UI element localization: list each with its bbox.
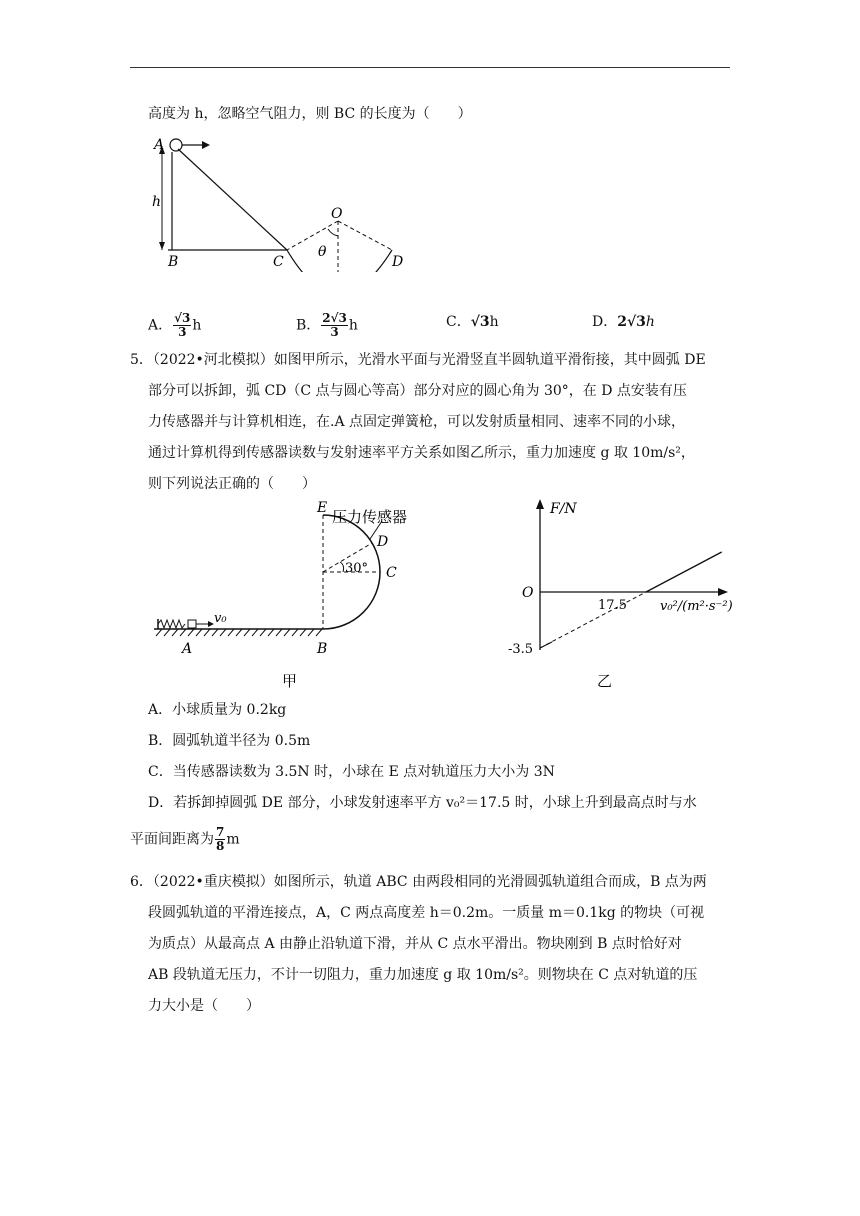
q4-option-b: B． $\frac{2√3}{3}$ h [296, 311, 358, 339]
y-tick-label: -3.5 [508, 642, 534, 657]
q4-option-d: D．2√3h [592, 314, 655, 330]
q4-option-c: C．√3h [446, 314, 499, 330]
q4-figure [140, 132, 440, 272]
y-axis-label: F/N [550, 501, 577, 517]
label-c: C [386, 565, 397, 581]
label-h: h [152, 194, 162, 210]
q6-line-5: 力大小是（ ） [148, 998, 260, 1014]
ball-icon [188, 620, 196, 628]
q4-text: 高度为 h，忽略空气阻力，则 BC 的长度为（ ） [148, 106, 472, 122]
q5-option-a: A．小球质量为 0.2kg [148, 702, 287, 718]
x-tick-label: 17.5 [598, 598, 627, 613]
q5-option-d-cont: 平面间距离为 $\frac{7}{8}$ m [130, 825, 240, 853]
q5-option-b: B．圆弧轨道半径为 0.5m [148, 733, 311, 749]
label-theta: θ [318, 244, 327, 260]
label-v0: v₀ [214, 611, 227, 626]
label-a: A [154, 137, 165, 153]
q6-line-2: 段圆弧轨道的平滑连接点，A，C 两点高度差 h＝0.2m。一质量 m＝0.1kg 的物块（可视 [148, 905, 705, 921]
q5-line-3: 力传感器并与计算机相连，在.A 点固定弹簧枪，可以发射质量相同、速率不同的小球， [148, 414, 686, 430]
label-d: D [392, 254, 404, 270]
label-sensor: 压力传感器 [332, 508, 408, 526]
header-rule [130, 67, 730, 68]
q5-option-d: D．若拆卸掉圆弧 DE 部分，小球发射速率平方 v₀²＝17.5 时，小球上升到最高点时与水 [148, 795, 697, 811]
caption-yi: 乙 [597, 672, 613, 690]
origin-label: O [522, 585, 534, 601]
ball-icon [170, 139, 182, 151]
label-e: E [317, 500, 328, 516]
q5-option-c: C．当传感器读数为 3.5N 时，小球在 E 点对轨道压力大小为 3N [148, 764, 555, 780]
data-line-solid [646, 552, 722, 592]
q5-line-4: 通过计算机得到传感器读数与发射速率平方关系如图乙所示，重力加速度 g 取 10m/s²， [148, 445, 695, 461]
q5-line-2: 部分可以拆卸，弧 CD（C 点与圆心等高）部分对应的圆心角为 30°，在 D 点安装有压 [148, 383, 687, 399]
spring-icon [158, 620, 185, 628]
q6-line-3: 为质点）从最高点 A 由静止沿轨道下滑，并从 C 点水平滑出。物块刚到 B 点时恰好对 [148, 936, 682, 952]
x-axis-label: v₀²/(m²·s⁻²) [660, 599, 733, 614]
q4-option-a: A． $\frac{√3}{3}$ h [148, 311, 202, 339]
label-c: C [273, 254, 284, 270]
q5-figure-jia [150, 495, 440, 695]
q5-line-5: 则下列说法正确的（ ） [148, 476, 316, 492]
label-b: B [317, 641, 328, 657]
q6-line-4: AB 段轨道无压力，不计一切阻力，重力加速度 g 取 10m/s²。则物块在 C 点对轨道的压 [148, 967, 698, 983]
label-a: A [182, 641, 193, 657]
label-b: B [168, 254, 179, 270]
label-o: O [331, 206, 343, 222]
q6-line-1: 6．（2022•重庆模拟）如图所示，轨道 ABC 由两段相同的光滑圆弧轨道组合而成，B 点为两 [130, 874, 707, 890]
label-d: D [377, 534, 389, 550]
data-line-dashed [540, 592, 646, 648]
caption-jia: 甲 [282, 672, 298, 690]
q5-line-1: 5．（2022•河北模拟）如图甲所示，光滑水平面与光滑竖直半圆轨道平滑衔接，其中圆弧 DE [130, 352, 706, 368]
label-angle: 30° [345, 561, 369, 576]
q5-figure-yi [500, 495, 770, 695]
